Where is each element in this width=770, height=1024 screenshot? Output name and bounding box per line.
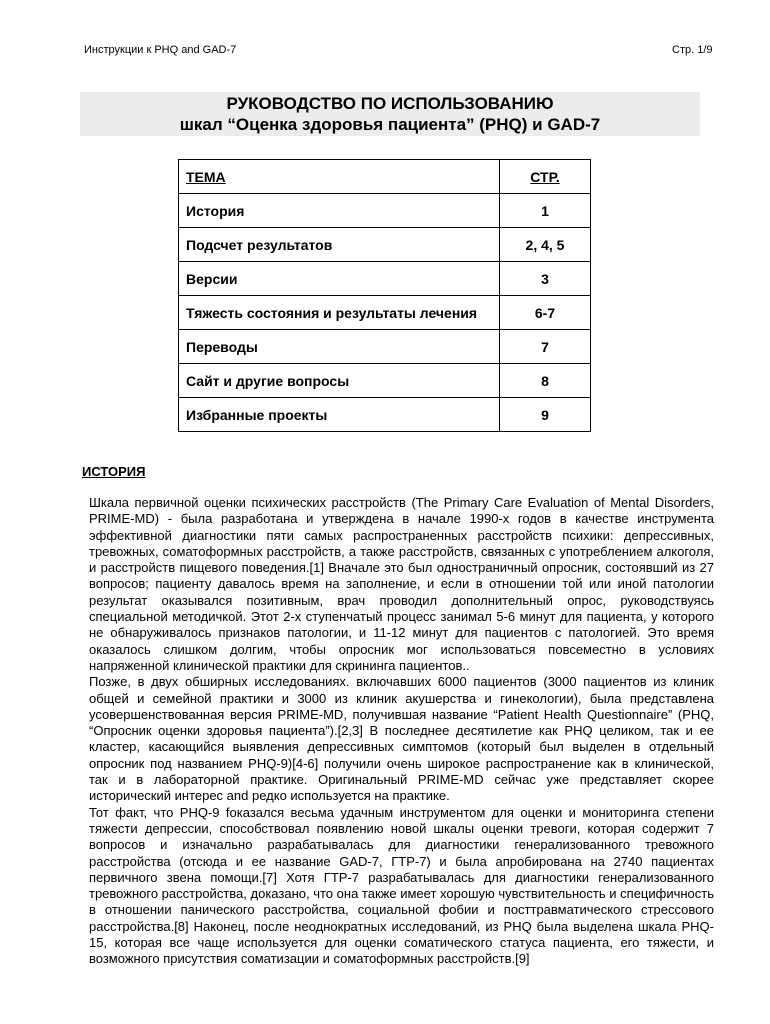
toc-row <box>179 330 591 364</box>
toc-page-versions: 3 <box>500 262 591 296</box>
toc-topic-history: История <box>179 194 500 228</box>
document-title-block <box>80 92 700 136</box>
toc-page-history: 1 <box>500 194 591 228</box>
history-body <box>89 495 714 968</box>
document-title: РУКОВОДСТВО ПО ИСПОЛЬЗОВАНИЮ <box>226 94 554 113</box>
toc-topic-projects: Избранные проекты <box>179 398 500 432</box>
page-number: Стр. 1/9 <box>672 44 713 56</box>
toc-row <box>179 398 591 432</box>
toc-topic-website: Сайт и другие вопросы <box>179 364 500 398</box>
toc-row <box>179 364 591 398</box>
toc-row <box>179 194 591 228</box>
toc-topic-translations: Переводы <box>179 330 500 364</box>
toc-page-projects: 9 <box>500 398 591 432</box>
toc-topic-versions: Версии <box>179 262 500 296</box>
toc-topic-scoring: Подсчет результатов <box>179 228 500 262</box>
toc-page-scoring: 2, 4, 5 <box>500 228 591 262</box>
section-heading-history: ИСТОРИЯ <box>82 464 146 479</box>
toc-page-translations: 7 <box>500 330 591 364</box>
toc-page-website: 8 <box>500 364 591 398</box>
history-paragraph-1: Шкала первичной оценки психических расстройств (The Primary Care Evaluation of Mental Disorders, PRIME-MD) - была разработана и утверждена в начале 1990-х годов в качестве инструмента эффективной диагностики пяти самых распространенных расстройств психики: депрессивных, тревожных, соматоформных расстройств, а также расстройств, связанных с употреблением алкоголя, и расстройств пищевого поведения.[1] Вначале это был одностраничный опросник, состоявший из 27 вопросов; пациенту давалось время на заполнение, и если в отношении той или иной патологии результат оказывался позитивным, врач проводил дополнительный опрос, руководствуясь специальной методичкой. Этот 2-х ступенчатый процесс занимал 5-6 минут для пациента, у которого не обнаруживалось признаков патологии, и 11-12 минут для пациентов с патологией. Это время оказалось слишком долгим, чтобы опросник мог использоваться повсеместно в условиях напряженной клинической практики для скрининга пациентов.. <box>89 495 714 673</box>
toc-row <box>179 228 591 262</box>
history-paragraph-3: Тот факт, что PHQ-9 fоказался весьма удачным инструментом для оценки и мониторинга степени тяжести депрессии, способствовал появлению новой шкалы оценки тревоги, которая содержит 7 вопросов и изначально разрабатывалась для диагностики генерализованного тревожного расстройства (отсюда и ее название GAD-7, ГТР-7) и была апробирована на 2740 пациентах первичного звена помощи.[7] Хотя ГТР-7 разрабатывалась для диагностики генерализованного тревожного расстройства, доказано, что она также имеет хорошую чувствительность и специфичность в отношении панического расстройства, социальной фобии и посттравматического стрессового расстройства.[8] Наконец, после неоднократных исследований, из PHQ была выделена шкала PHQ-15, которая все чаще используется для оценки соматического статуса пациента, его тяжести, и возможного присутствия соматизации и соматоформных расстройств.[9] <box>89 804 714 967</box>
toc-page-severity: 6-7 <box>500 296 591 330</box>
history-paragraph-2: Позже, в двух обширных исследованиях. включавших 6000 пациентов (3000 пациентов из клиник общей и семейной практики и 3000 из клиник акушерства и гинекологии), была представлена усовершенствованная версия PRIME-MD, получившая название “Patient Health Questionnaire” (PHQ, “Опросник оценки здоровья пациента”).[2,3] В последнее десятилетие как PHQ целиком, так и ее кластер, касающийся выявления депрессивных симптомов (который был выделен в отдельный опросник под названием PHQ-9)[4-6] получили очень широкое распространение как в клинической, так и в лабораторной практике. Оригинальный PRIME-MD сейчас уже представляет скорее исторический интерес and редко используется на практике. <box>89 674 714 804</box>
toc-header-page: СТР. <box>500 160 591 194</box>
document-subtitle: шкал “Оценка здоровья пациента” (PHQ) и GAD-7 <box>179 115 601 134</box>
toc-header-row <box>179 160 591 194</box>
toc-row <box>179 296 591 330</box>
toc-row <box>179 262 591 296</box>
table-of-contents <box>178 159 591 432</box>
running-header-title: Инструкции к PHQ and GAD-7 <box>84 44 237 56</box>
toc-header-topic: ТЕМА <box>179 160 500 194</box>
toc-topic-severity: Тяжесть состояния и результаты лечения <box>179 296 500 330</box>
